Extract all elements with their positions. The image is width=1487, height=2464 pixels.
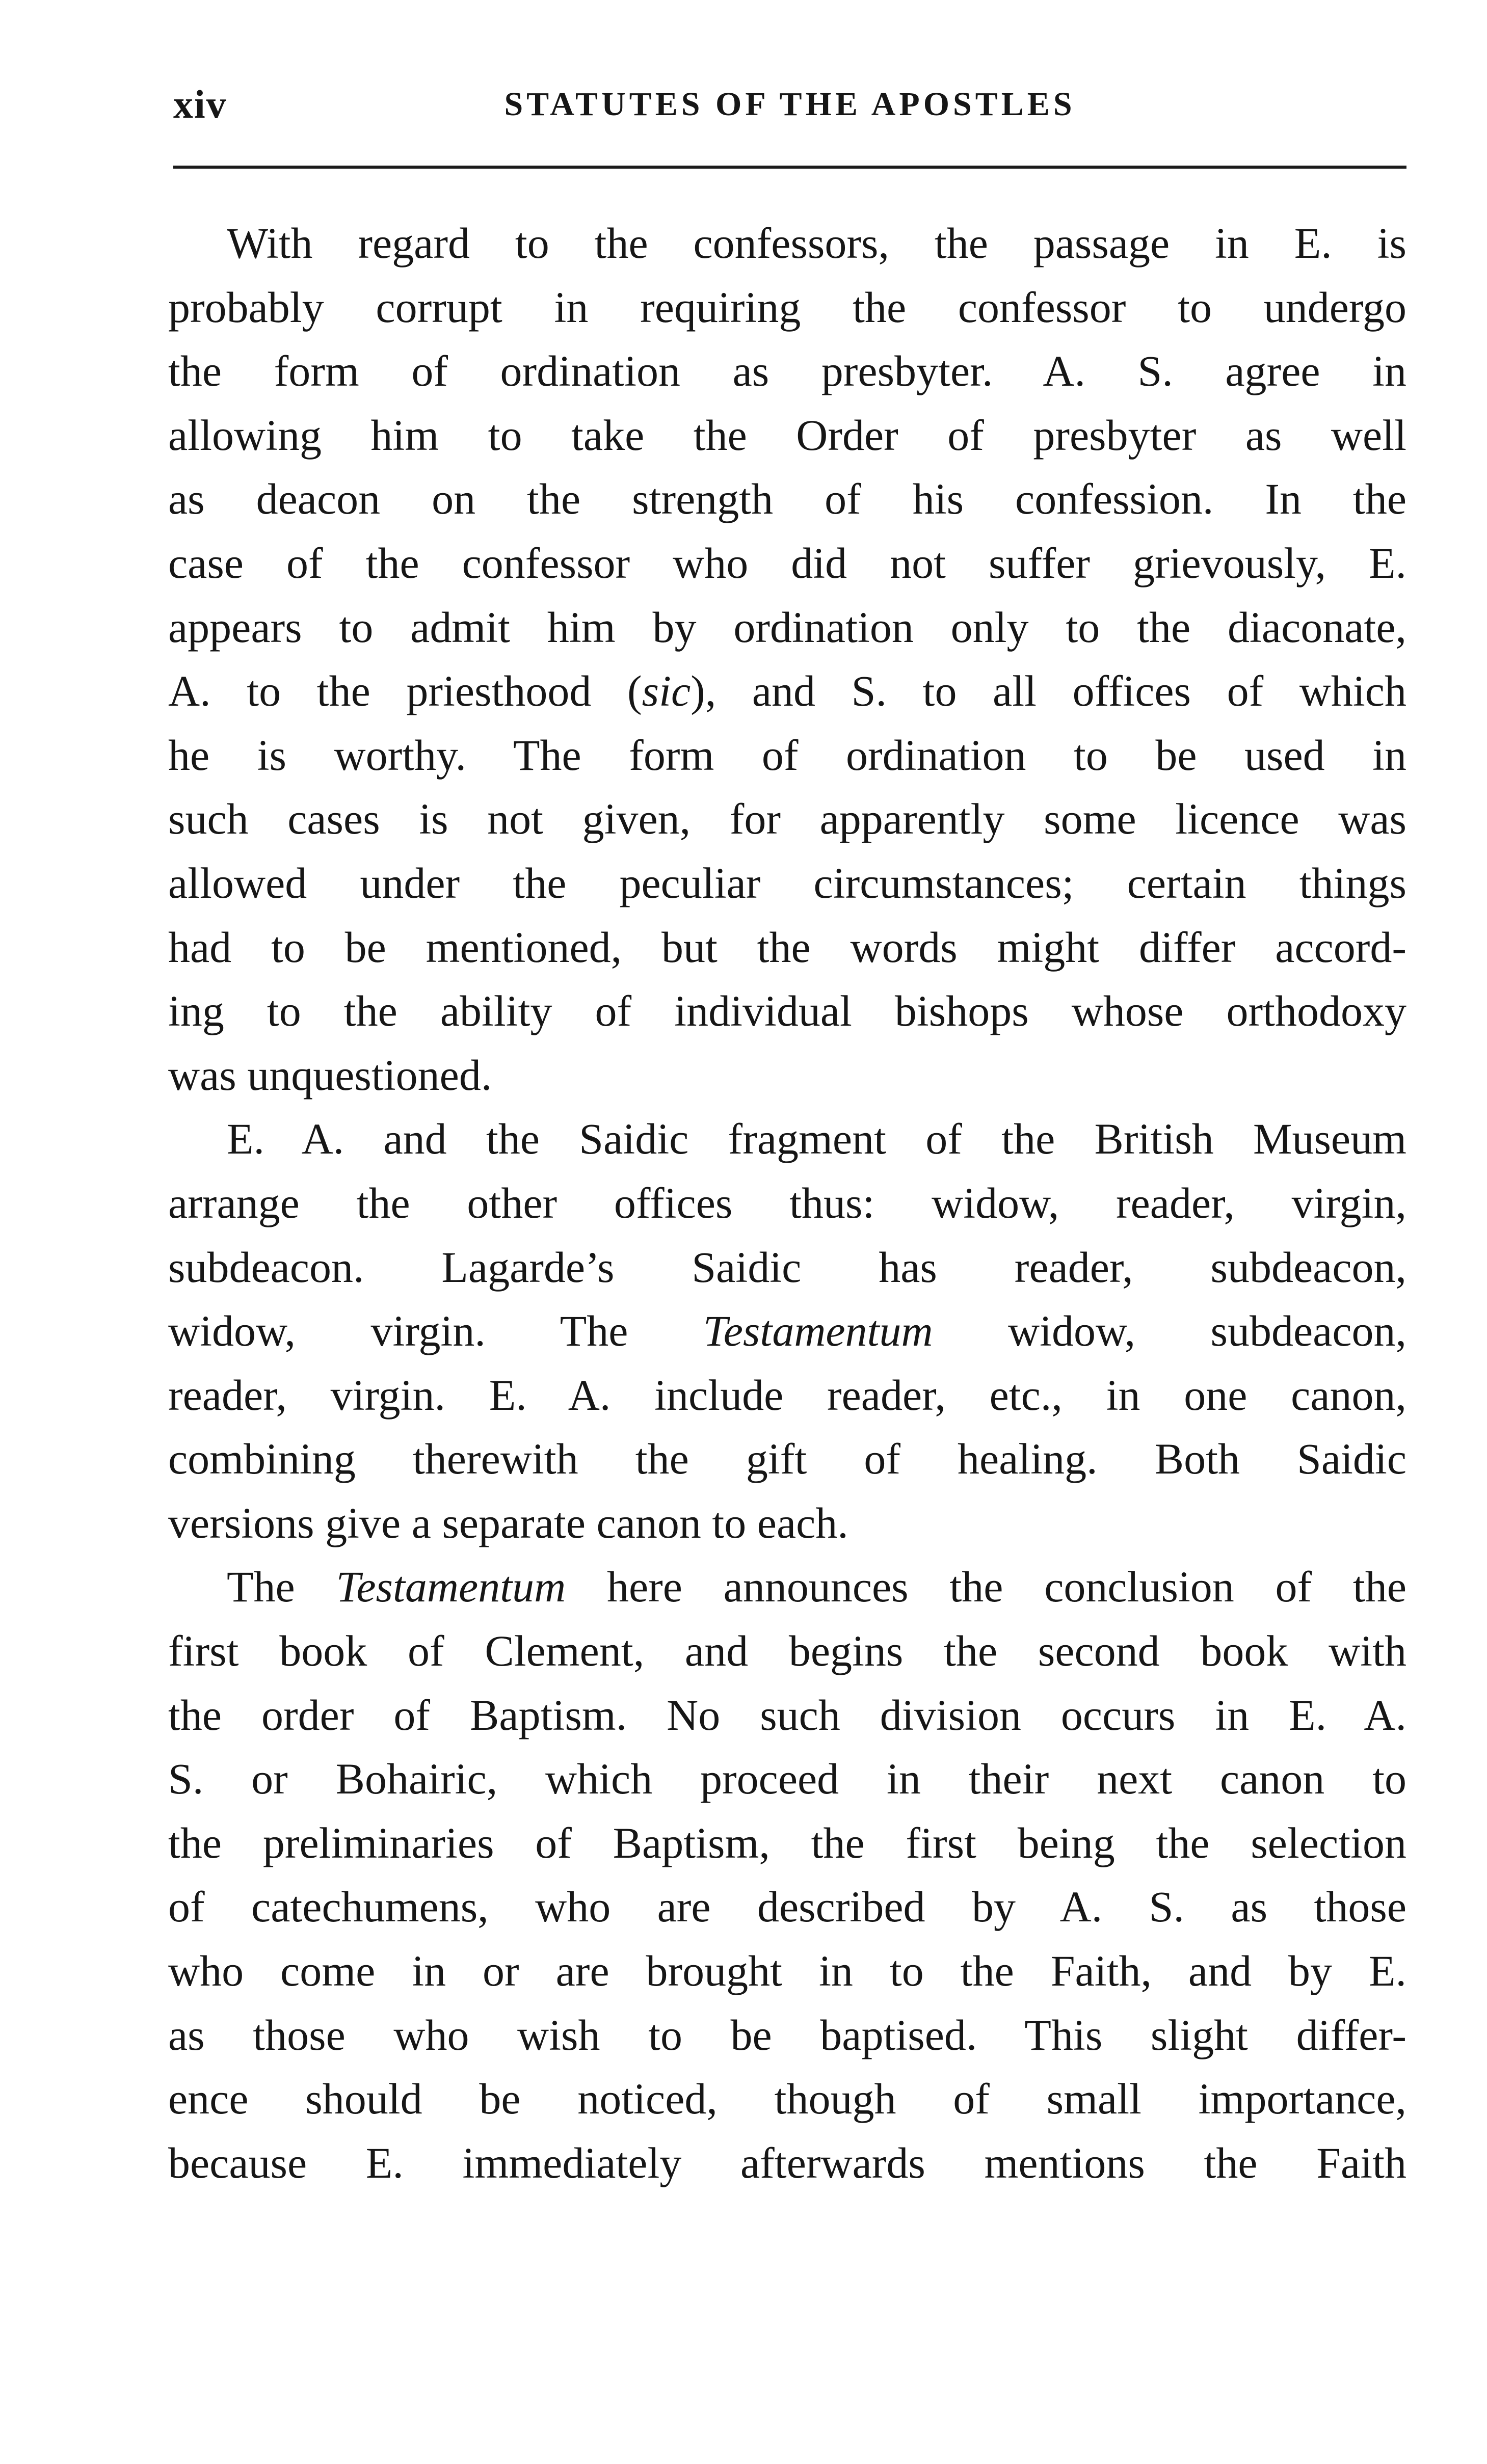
text-line: the order of Baptism. No such division occurs in E. A. xyxy=(168,1690,1406,1739)
text-line: widow, virgin. The Testamentum widow, subdeacon, xyxy=(168,1306,1406,1356)
text-line: S. or Bohairic, which proceed in their next canon to xyxy=(168,1754,1406,1804)
text-line: E. A. and the Saidic fragment of the British Museum xyxy=(227,1114,1406,1164)
italic-term: Testamentum xyxy=(703,1306,933,1356)
text-line: probably corrupt in requiring the confessor to undergo xyxy=(168,282,1406,332)
text-line: ing to the ability of individual bishops whose orthodoxy xyxy=(168,986,1406,1036)
paragraph xyxy=(168,1107,1406,1555)
text-line: because E. immediately afterwards mentions the Faith xyxy=(168,2138,1406,2187)
text-line: had to be mentioned, but the words might differ accord- xyxy=(168,922,1406,972)
text-line: as deacon on the strength of his confession. In the xyxy=(168,474,1406,524)
text-line: ence should be noticed, though of small importance, xyxy=(168,2074,1406,2124)
text-line: combining therewith the gift of healing. Both Saidic xyxy=(168,1434,1406,1484)
header-rule xyxy=(173,166,1406,169)
italic-term: Testamentum xyxy=(336,1562,566,1612)
text-line: allowed under the peculiar circumstances; certain things xyxy=(168,858,1406,907)
page-header xyxy=(173,76,1406,138)
text-line: first book of Clement, and begins the second book with xyxy=(168,1626,1406,1676)
text-line: The Testamentum here announces the conclusion of the xyxy=(227,1562,1407,1612)
text-line: he is worthy. The form of ordination to be used in xyxy=(168,730,1406,780)
italic-term: sic xyxy=(642,666,691,716)
paragraph xyxy=(168,1555,1406,2195)
text-line: appears to admit him by ordination only to the diaconate, xyxy=(168,602,1406,652)
text-line: of catechumens, who are described by A. S. as those xyxy=(168,1882,1406,1932)
text-line: With regard to the confessors, the passage in E. is xyxy=(227,219,1406,267)
running-title: STATUTES OF THE APOSTLES xyxy=(504,86,1076,123)
text-line: the preliminaries of Baptism, the first being the selection xyxy=(168,1818,1406,1867)
text-line: case of the confessor who did not suffer grievously, E. xyxy=(168,538,1406,587)
page-number: xiv xyxy=(173,82,227,126)
text-line: such cases is not given, for apparently some licence was xyxy=(168,794,1406,844)
paragraph xyxy=(168,211,1406,1107)
text-line: who come in or are brought in to the Faith, and by E. xyxy=(168,1946,1406,1996)
text-line: the form of ordination as presbyter. A. S. agree in xyxy=(168,346,1406,396)
text-line: as those who wish to be baptised. This slight differ- xyxy=(168,2010,1406,2059)
text-line: reader, virgin. E. A. include reader, etc., in one canon, xyxy=(168,1370,1406,1420)
text-line: was unquestioned. xyxy=(168,1050,492,1100)
text-line: allowing him to take the Order of presbyter as well xyxy=(168,410,1406,460)
text-line: versions give a separate canon to each. xyxy=(168,1498,848,1547)
text-line: A. to the priesthood (sic), and S. to all offices of which xyxy=(168,666,1406,716)
body-text xyxy=(168,211,1406,2195)
text-line: arrange the other offices thus: widow, reader, virgin, xyxy=(168,1178,1406,1227)
text-line: subdeacon. Lagarde’s Saidic has reader, subdeacon, xyxy=(168,1242,1406,1292)
